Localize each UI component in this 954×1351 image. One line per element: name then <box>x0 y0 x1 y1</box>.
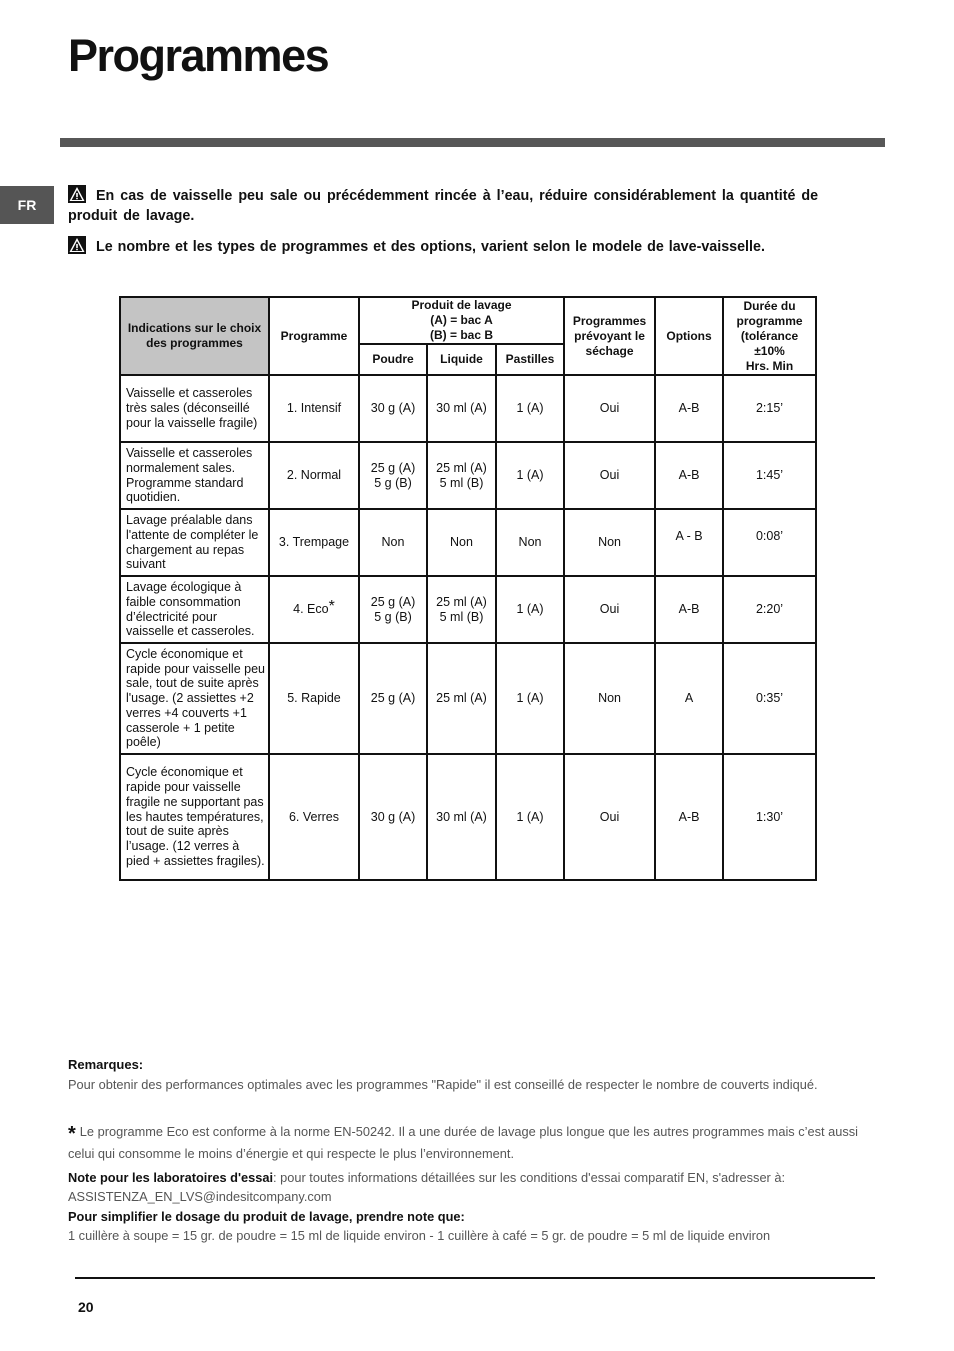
remarks-dosage: Pour simplifier le dosage du produit de lavage, prendre note que: 1 cuillère à soupe = 15 gr. de poudre = 15 ml de liquide environ - 1 cuillère à café = 5 gr. de poudre = 5 ml de liquide environ <box>68 1209 771 1243</box>
row-options: A-B <box>655 375 723 442</box>
table-row <box>120 754 816 880</box>
header-programme: Programme <box>269 297 359 375</box>
row-duree: 1:45’ <box>723 442 816 509</box>
table-row <box>120 576 816 643</box>
row-sechage: Non <box>564 509 655 576</box>
eco-star: * <box>68 1123 76 1145</box>
row-sechage: Oui <box>564 576 655 643</box>
table-row <box>120 442 816 509</box>
warning-note-2 <box>68 236 858 257</box>
language-tab: FR <box>0 186 54 224</box>
row-poudre: 25 g (A) 5 g (B) <box>359 442 427 509</box>
header-pastilles: Pastilles <box>496 344 564 375</box>
header-rule <box>60 138 885 147</box>
warning-text-2: Le nombre et les types de programmes et des options, varient selon le modele de lave-vaisselle. <box>96 239 765 255</box>
footer-rule <box>75 1277 875 1279</box>
header-indications: Indications sur le choix des programmes <box>120 297 269 375</box>
row-duree: 2:15’ <box>723 375 816 442</box>
row-programme: 5. Rapide <box>269 643 359 754</box>
row-duree: 0:08’ <box>723 509 816 576</box>
row-duree: 2:20’ <box>723 576 816 643</box>
row-pastilles: 1 (A) <box>496 643 564 754</box>
row-poudre: 25 g (A) 5 g (B) <box>359 576 427 643</box>
table-row <box>120 375 816 442</box>
row-liquide: 25 ml (A) <box>427 643 496 754</box>
header-poudre: Poudre <box>359 344 427 375</box>
row-duree: 1:30’ <box>723 754 816 880</box>
row-pastilles: 1 (A) <box>496 375 564 442</box>
header-options: Options <box>655 297 723 375</box>
row-options: A - B <box>655 509 723 576</box>
page-title: Programmes <box>68 30 329 81</box>
row-options: A-B <box>655 576 723 643</box>
row-description: Cycle économique et rapide pour vaisselle peu sale, tout de suite après l'usage. (2 assiettes +2 verres +4 couverts +1 casserole + 1 petite poêle) <box>120 643 269 754</box>
warning-text-1: En cas de vaisselle peu sale ou précédemment rincée à l’eau, réduire considérablement la quantité de produit de lavage. <box>68 188 819 224</box>
table-row <box>120 643 816 754</box>
row-liquide: 30 ml (A) <box>427 375 496 442</box>
header-liquide: Liquide <box>427 344 496 375</box>
page-number: 20 <box>78 1299 94 1315</box>
row-options: A-B <box>655 442 723 509</box>
row-description: Lavage préalable dans l'attente de compléter le chargement au repas suivant <box>120 509 269 576</box>
row-options: A <box>655 643 723 754</box>
table-row <box>120 509 816 576</box>
header-produit: Produit de lavage (A) = bac A (B) = bac B <box>359 297 564 344</box>
remarks-rapide-note: Pour obtenir des performances optimales avec les programmes "Rapide" il est conseillé de respecter le nombre de couverts indiqué. <box>68 1077 818 1092</box>
programmes-table <box>119 296 817 881</box>
row-pastilles: 1 (A) <box>496 442 564 509</box>
remarks-eco-note: * Le programme Eco est conforme à la norme EN-50242. Il a une durée de lavage plus longue que les autres programmes mais c’est aussi celui qui consomme le moins d’énergie et qui respecte le plus l’environnement. <box>68 1123 858 1161</box>
row-sechage: Oui <box>564 375 655 442</box>
row-programme: 1. Intensif <box>269 375 359 442</box>
row-liquide: 25 ml (A) 5 ml (B) <box>427 576 496 643</box>
warning-icon <box>68 185 86 203</box>
row-description: Vaisselle et casseroles très sales (déconseillé pour la vaisselle fragile) <box>120 375 269 442</box>
eco-star: * <box>328 598 335 615</box>
row-liquide: 25 ml (A) 5 ml (B) <box>427 442 496 509</box>
warning-icon <box>68 236 86 254</box>
row-programme: 6. Verres <box>269 754 359 880</box>
remarks-heading: Remarques: <box>68 1057 144 1072</box>
row-liquide: Non <box>427 509 496 576</box>
row-options: A-B <box>655 754 723 880</box>
row-sechage: Oui <box>564 442 655 509</box>
header-duree: Durée du programme (tolérance ±10% Hrs. Min <box>723 297 816 375</box>
header-sechage: Programmes prévoyant le séchage <box>564 297 655 375</box>
row-poudre: 30 g (A) <box>359 754 427 880</box>
row-programme: 3. Trempage <box>269 509 359 576</box>
row-poudre: Non <box>359 509 427 576</box>
row-programme: 4. Eco* <box>269 576 359 643</box>
row-liquide: 30 ml (A) <box>427 754 496 880</box>
warning-note-1 <box>68 185 848 226</box>
row-pastilles: 1 (A) <box>496 754 564 880</box>
row-sechage: Non <box>564 643 655 754</box>
row-poudre: 30 g (A) <box>359 375 427 442</box>
row-duree: 0:35’ <box>723 643 816 754</box>
remarks-lab-note: Note pour les laboratoires d'essai: pour toutes informations détaillées sur les conditions d'essai comparatif EN, s'adresser à: ASSISTENZA_EN_LVS@indesitcompany.com <box>68 1170 786 1204</box>
row-description: Cycle économique et rapide pour vaisselle fragile ne supportant pas les hautes températures, tout de suite après l’usage. (12 verres à pied + assiettes fragiles). <box>120 754 269 880</box>
row-description: Lavage écologique à faible consommation d’électricité pour vaisselle et casseroles. <box>120 576 269 643</box>
row-pastilles: Non <box>496 509 564 576</box>
row-programme: 2. Normal <box>269 442 359 509</box>
row-sechage: Oui <box>564 754 655 880</box>
row-poudre: 25 g (A) <box>359 643 427 754</box>
row-pastilles: 1 (A) <box>496 576 564 643</box>
row-description: Vaisselle et casseroles normalement sales. Programme standard quotidien. <box>120 442 269 509</box>
